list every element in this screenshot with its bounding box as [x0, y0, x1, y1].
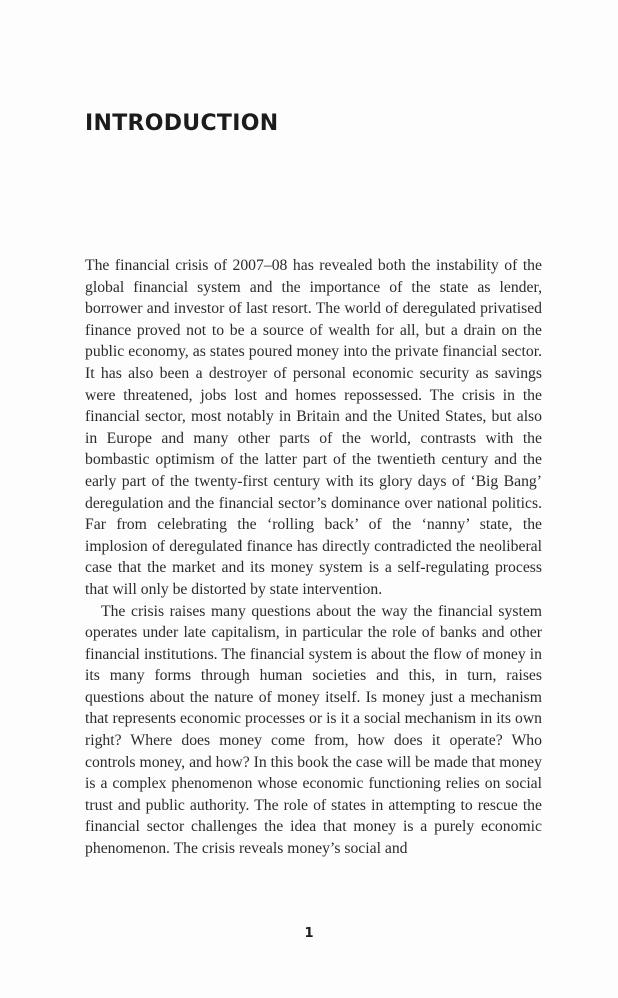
- chapter-title: INTRODUCTION: [85, 111, 279, 136]
- body-text: [85, 255, 542, 860]
- page-number: 1: [304, 926, 314, 941]
- paragraph-2: The crisis raises many questions about the way the financial system operates under late capitalism, in particular the role of banks and other financial institutions. The financial system is about the flow of money in its many forms through human societies and this, in turn, raises questions about the nature of money itself. Is money just a mechanism that represents economic processes or is it a social mechanism in its own right? Where does money come from, how does it operate? Who controls money, and how? In this book the case will be made that money is a complex phenomenon whose economic functioning relies on social trust and public authority. The role of states in attempting to rescue the financial sector challenges the idea that money is a purely economic phenomenon. The crisis reveals money’s social and: [85, 602, 542, 858]
- paragraph-1: The financial crisis of 2007–08 has revealed both the instability of the global financial system and the importance of the state as lender, borrower and investor of last resort. The world of deregulated privatised finance proved not to be a source of wealth for all, but a drain on the public economy, as states poured money into the private financial sector. It has also been a destroyer of personal economic security as savings were threatened, jobs lost and homes repossessed. The crisis in the financial sector, most notably in Britain and the United States, but also in Europe and many other parts of the world, contrasts with the bombastic optimism of the latter part of the twentieth century and the early part of the twenty-first century with its glory days of ‘Big Bang’ deregulation and the financial sector’s dominance over national politics. Far from celebrating the ‘rolling back’ of the ‘nanny’ state, the implosion of deregulated finance has directly contradicted the neoliberal case that the market and its money system is a self-regulating process that will only be distorted by state intervention.: [85, 257, 542, 598]
